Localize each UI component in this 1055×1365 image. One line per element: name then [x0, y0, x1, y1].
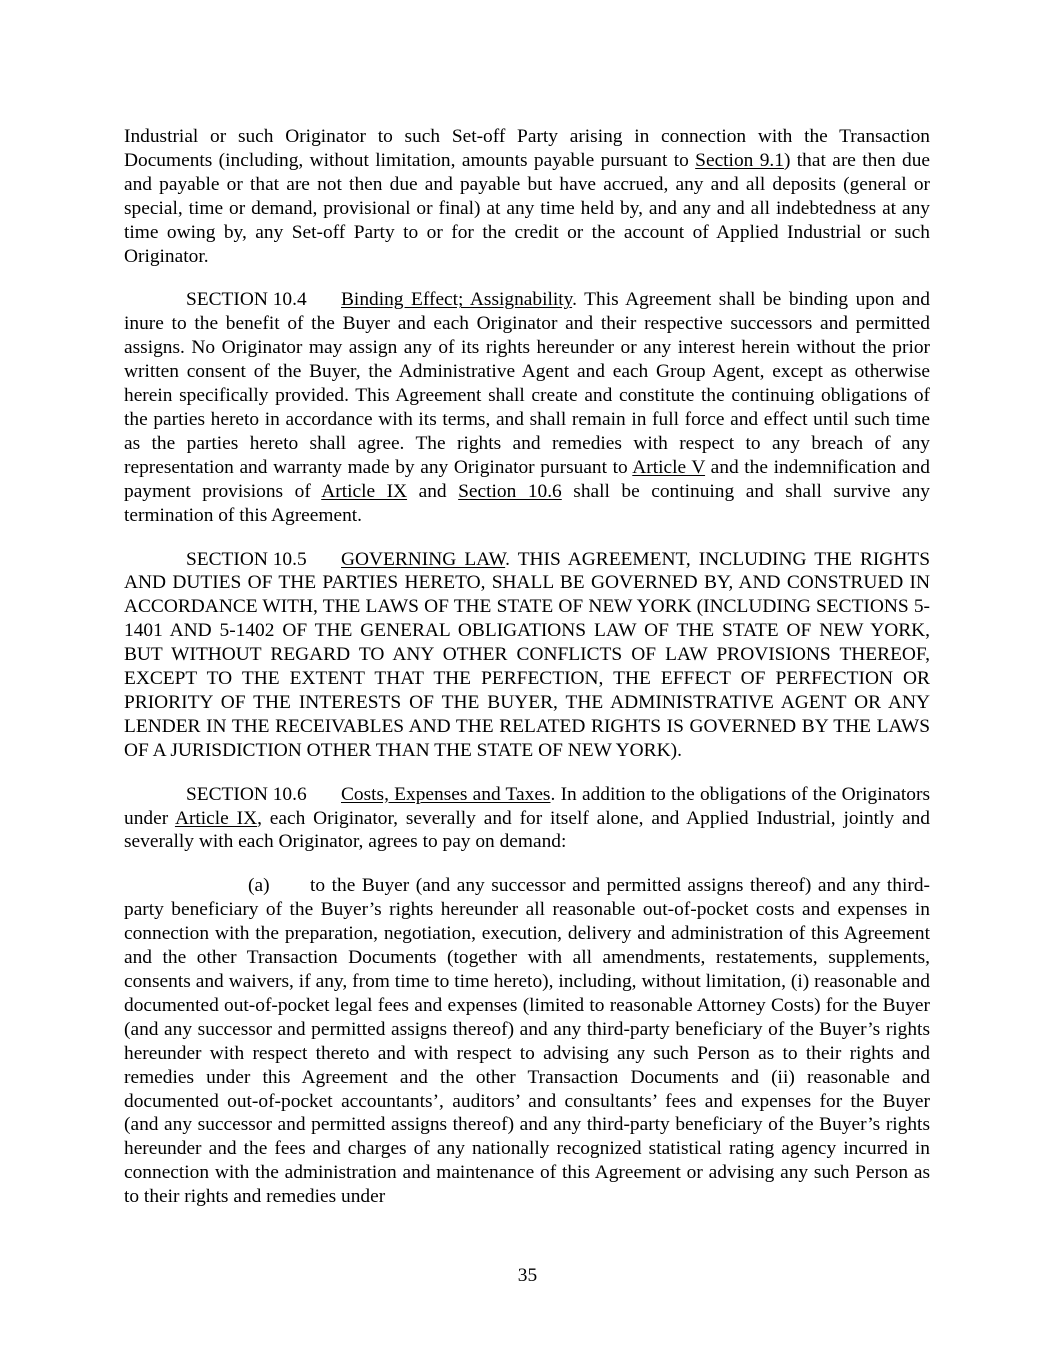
text-run: Industrial or such Originator to such Set-off Party arising in connection with the Transaction Documents (including, without limitation, amounts payable pursuant to: [124, 126, 930, 171]
paragraph-continuation: [124, 125, 930, 268]
subsection-label: (a): [248, 875, 270, 897]
text-run: . This Agreement shall be binding upon and inure to the benefit of the Buyer and each Originator and their respective successors and permitted assigns. No Originator may assign any of its rights hereunder or any interest herein without the prior written consent of the Buyer, the Administrative Agent and each Group Agent, except as otherwise herein specifically provided. This Agreement shall create and constitute the continuing obligations of the parties hereto in accordance with its terms, and shall remain in full force and effect until such time as the parties hereto shall agree. The rights and remedies with respect to any breach of any representation and warranty made by any Originator pursuant to: [124, 289, 930, 478]
cross-reference: Section 10.6: [458, 480, 562, 502]
subsection-a: [124, 874, 930, 1209]
text-run: shall be continuing and shall survive any termination of this Agreement.: [124, 480, 930, 526]
cross-reference: Article V: [632, 456, 706, 478]
section-heading: Binding Effect; Assignability: [341, 289, 573, 311]
section-10-4: [124, 288, 930, 527]
cross-reference: Section 9.1: [695, 149, 784, 171]
page-number: 35: [517, 1265, 538, 1286]
section-heading: GOVERNING LAW: [341, 548, 506, 570]
text-run: to the Buyer (and any successor and permitted assigns thereof) and any third-party beneficiary of the Buyer’s rights hereunder all reasonable out-of-pocket costs and expenses in connection with the preparation, negotiation, execution, delivery and administration of this Agreement and the other Transaction Documents (together with all amendments, restatements, supplements, consents and waivers, if any, from time to time hereto), including, without limitation, (i) reasonable and documented out-of-pocket legal fees and expenses (limited to reasonable Attorney Costs) for the Buyer (and any successor and permitted assigns thereof) and any third-party beneficiary of the Buyer’s rights hereunder with respect thereto and with respect to advising any such Person as to their rights and remedies under this Agreement and the other Transaction Documents and (ii) reasonable and documented out-of-pocket accountants’, auditors’ and consultants’ fees and expenses for the Buyer (and any successor and permitted assigns thereof) and any third-party beneficiary of the Buyer’s rights hereunder and the fees and charges of any nationally recognized statistical rating agency incurred in connection with the administration and maintenance of this Agreement or advising any such Person as to their rights and remedies under: [124, 875, 930, 1208]
section-number: SECTION 10.5: [186, 548, 307, 570]
text-run: , each Originator, severally and for itself alone, and Applied Industrial, jointly and severally with each Originator, agrees to pay on demand:: [124, 807, 930, 853]
cross-reference: Article IX: [321, 480, 408, 502]
document-body: [124, 125, 930, 1209]
section-10-6: [124, 783, 930, 855]
text-run: and the indemnification and payment provisions of: [124, 456, 930, 502]
text-run: ) that are then due and payable or that are not then due and payable but have accrued, any and all deposits (general or special, time or demand, provisional or final) at any time held by, and any and all indebtedness at any time owing by, any Set-off Party to or for the credit or the account of Applied Industrial or such Originator.: [124, 149, 931, 267]
text-run: . In addition to the obligations of the Originators under: [124, 783, 930, 829]
text-run: . THIS AGREEMENT, INCLUDING THE RIGHTS AND DUTIES OF THE PARTIES HERETO, SHALL BE GOVERNED BY, AND CONSTRUED IN ACCORDANCE WITH, THE LAWS OF THE STATE OF NEW YORK (INCLUDING SECTIONS 5-1401 AND 5-1402 OF THE GENERAL OBLIGATIONS LAW OF THE STATE OF NEW YORK, BUT WITHOUT REGARD TO ANY OTHER CONFLICTS OF LAW PROVISIONS THEREOF, EXCEPT TO THE EXTENT THAT THE PERFECTION, THE EFFECT OF PERFECTION OR PRIORITY OF THE INTERESTS OF THE BUYER, THE ADMINISTRATIVE AGENT OR ANY LENDER IN THE RECEIVABLES AND THE RELATED RIGHTS IS GOVERNED BY THE LAWS OF A JURISDICTION OTHER THAN THE STATE OF NEW YORK).: [124, 548, 930, 761]
text-run: and: [407, 480, 459, 502]
section-10-5: [124, 548, 930, 763]
section-heading: Costs, Expenses and Taxes: [341, 783, 551, 805]
section-number: SECTION 10.6: [186, 783, 307, 805]
section-number: SECTION 10.4: [186, 289, 307, 311]
cross-reference: Article IX: [174, 807, 258, 829]
